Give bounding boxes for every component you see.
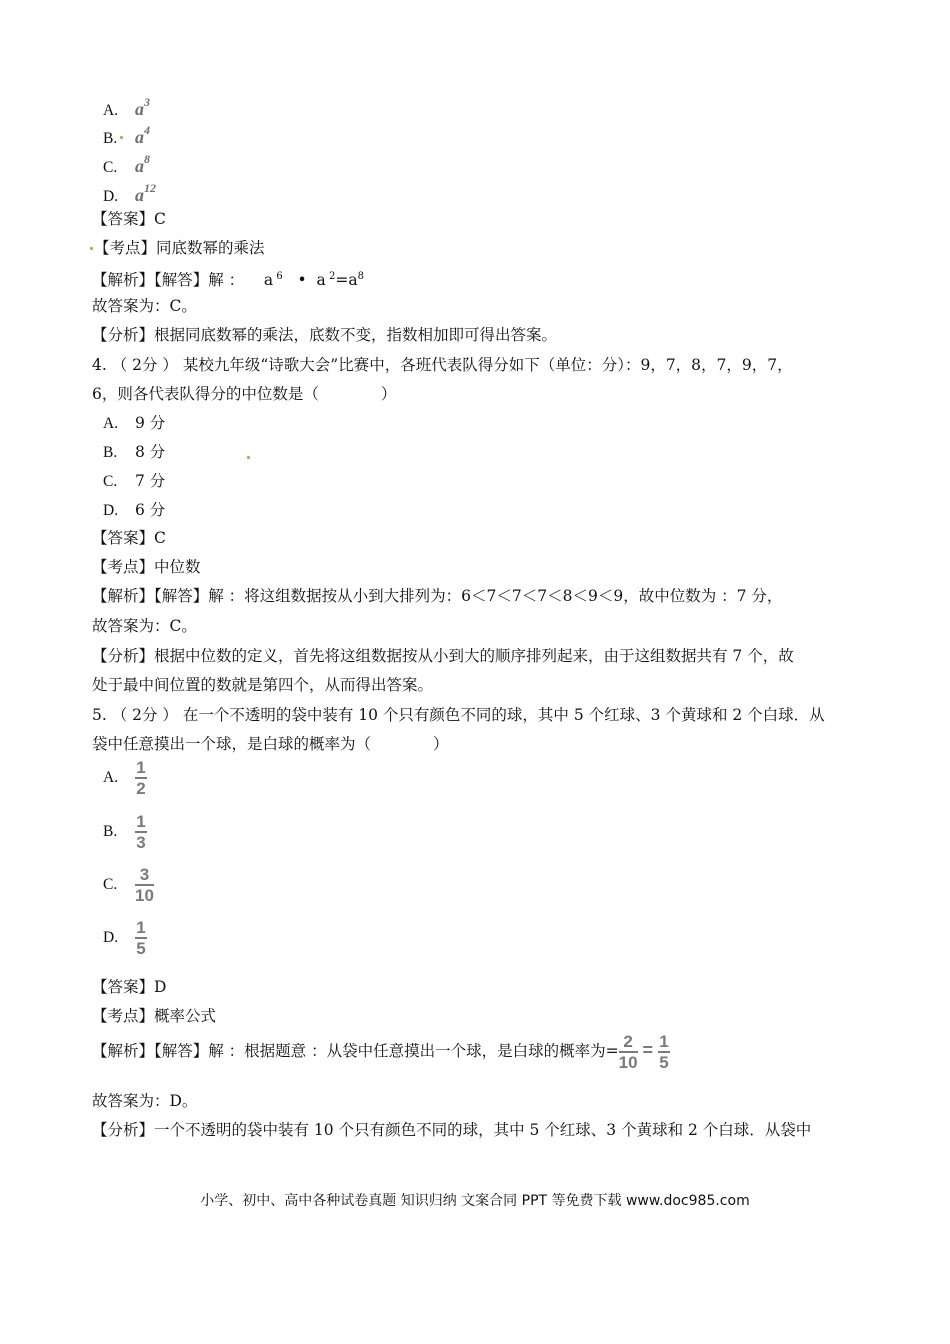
math-expression: $a^8$ (135, 152, 150, 176)
decorative-dot (120, 136, 123, 139)
q5-conclusion: 故答案为：D。 (92, 1092, 198, 1110)
fraction: $\frac{1}{3}$ (136, 812, 146, 852)
q5-option-b: B. $\frac{1}{3}$ (103, 812, 146, 852)
q4-topic: 【考点】中位数 (92, 558, 201, 576)
q5-answer: 【答案】D (92, 978, 167, 996)
fraction: $\frac{2}{10}$ (618, 1032, 638, 1072)
q3-option-a: A. $a^3$ (103, 95, 150, 119)
decorative-dot (247, 456, 250, 459)
q5-summary-line1: 【分析】一个不透明的袋中装有 10 个只有颜色不同的球，其中 5 个红球、3 个黄球和 2 个白球．从袋中 (92, 1121, 812, 1139)
q4-summary-line1: 【分析】根据中位数的定义，首先将这组数据按从小到大的顺序排列起来，由于这组数据共有 7 个，故 (92, 647, 794, 665)
q4-stem-line2: 6，则各代表队得分的中位数是（ ） (92, 385, 397, 403)
q3-option-d: D. $a^{12}$ (103, 181, 156, 205)
q3-topic: 【考点】同底数幂的乘法 (94, 239, 265, 257)
q5-stem-line1: 5. （ 2分 ） 在一个不透明的袋中装有 10 个只有颜色不同的球，其中 5 个红球、3 个黄球和 2 个白球．从 (92, 706, 825, 724)
q3-conclusion: 故答案为：C。 (92, 297, 197, 315)
fraction: $\frac{1}{5}$ (136, 918, 146, 958)
math-expression: $a^{12}$ (135, 181, 156, 205)
q4-summary-line2: 处于最中间位置的数就是第四个，从而得出答案。 (92, 676, 434, 694)
q4-option-c: C. 7 分 (103, 472, 166, 490)
q4-stem-line1: 4. （ 2分 ） 某校九年级“诗歌大会”比赛中，各班代表队得分如下（单位：分）：9，7，8，7，9，7， (92, 356, 793, 374)
q5-option-d: D. $\frac{1}{5}$ (103, 918, 146, 958)
math-expression: $a^3$ (135, 95, 150, 119)
q5-topic: 【考点】概率公式 (92, 1007, 217, 1025)
q3-analysis: 【解析】【解答】解 ： a $^6$ • a $^2=a^8$ (92, 271, 364, 290)
fraction: $\frac{3}{10}$ (135, 865, 154, 905)
math-expression: $a^4$ (135, 123, 150, 147)
q4-option-a: A. 9 分 (103, 414, 166, 432)
decorative-dot (90, 247, 93, 250)
q4-option-d: D. 6 分 (103, 501, 166, 519)
q3-option-c: C. $a^8$ (103, 152, 150, 176)
q4-analysis: 【解析】【解答】解 ：将这组数据按从小到大排列为：6＜7＜7＜7＜8＜9＜9，故中位数为 ：7 分， (92, 587, 783, 605)
q3-summary: 【分析】根据同底数幂的乘法，底数不变，指数相加即可得出答案。 (92, 326, 558, 344)
q4-option-b: B. 8 分 (103, 443, 166, 461)
page-footer: 小学、初中、高中各种试卷真题 知识归纳 文案合同 PPT 等免费下载 www.doc985.com (200, 1193, 750, 1209)
q5-analysis: 【解析】【解答】解 ：根据题意 ：从袋中任意摸出一个球，是白球的概率为= $\frac{2}{10}$ = $\frac{1}{5}$ (92, 1032, 669, 1072)
q3-option-b: B. $a^4$ (103, 123, 150, 147)
fraction: $\frac{1}{2}$ (136, 758, 146, 798)
q5-option-a: A. $\frac{1}{2}$ (103, 758, 146, 798)
fraction: $\frac{1}{5}$ (659, 1032, 669, 1072)
q3-answer: 【答案】C (92, 210, 166, 228)
q4-answer: 【答案】C (92, 529, 166, 547)
q5-option-c: C. $\frac{3}{10}$ (103, 865, 154, 905)
q4-conclusion: 故答案为：C。 (92, 617, 197, 635)
q5-stem-line2: 袋中任意摸出一个球，是白球的概率为（ ） (92, 735, 449, 753)
